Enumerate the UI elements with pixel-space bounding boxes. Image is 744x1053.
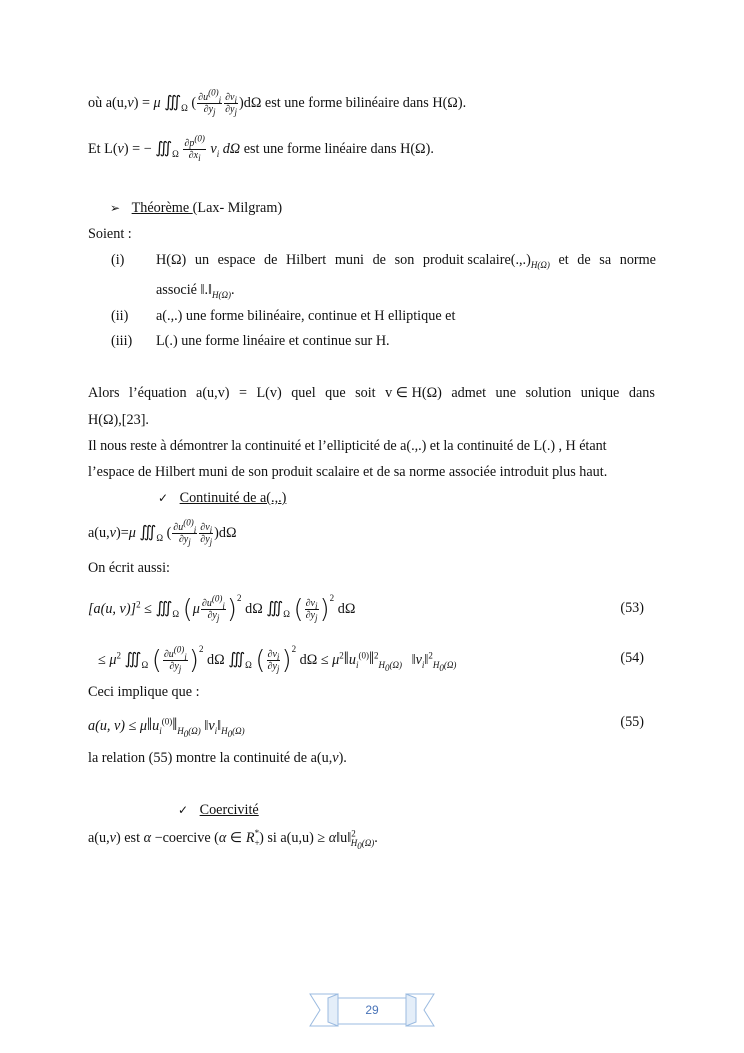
page-number-ribbon xyxy=(308,990,436,1030)
equation-53-number: (53) xyxy=(620,600,644,616)
list-item-ii-number: (ii) xyxy=(111,308,129,324)
linear-form-line: Et L(v) = − $∭_\Omega$ $\frac{\partial p^{(0)}}{\partial x_i}$ $v_i$ dΩ est une forme linéaire dans H(Ω). xyxy=(88,133,434,164)
fraction-du-dy: $\frac{\partial u^{(0)}_i}{\partial y_j}$ xyxy=(198,87,222,118)
theorem-heading: ➢ Théorème (Lax- Milgram) xyxy=(110,200,283,216)
equation-55-number: (55) xyxy=(620,714,644,730)
fraction-dv-dy: $\frac{\partial v_i}{\partial y_j}$ xyxy=(225,92,237,118)
arrow-bullet-icon: ➢ xyxy=(110,201,121,215)
list-item-iii-text: L(.) une forme linéaire et continue sur H. xyxy=(156,333,390,349)
coercivity-heading: ✓ Coercivité xyxy=(178,802,259,818)
equation-54-number: (54) xyxy=(620,650,644,666)
list-item-ii-text: a(.,.) une forme bilinéaire, continue et H elliptique et xyxy=(156,308,456,324)
a-definition-line: a(u,v)=μ $∭_\Omega$ ( $\frac{\partial u^{(0)}_i}{\partial y_j}$ $\frac{\partial v_i}{\partial y_j}$ )dΩ xyxy=(88,517,237,548)
soient-label: Soient : xyxy=(88,226,132,242)
equation-53: [a(u, $v)]^2 \le ∭_\Omega$ (μ $\frac{\partial u^{(0)}_i}{\partial y_j}$ )$^2$ dΩ $∭_\Omega$ ( $\frac{\partial v_i}{\partial y_j}$ )$^2$ dΩ xyxy=(88,593,356,625)
list-item-i-line1: H(Ω) un espace de Hilbert muni de son produit $scalaire(.,.)_{H(\Omega)}$ et de sa norme xyxy=(156,252,656,270)
page-number: 29 xyxy=(365,1003,379,1017)
reste-line2: l’espace de Hilbert muni de son produit scalaire et de sa norme associée introduit plus haut. xyxy=(88,464,608,480)
fraction-dp-dx: $\frac{\partial p^{(0)}}{\partial x_i}$ xyxy=(184,133,205,164)
relation-line: la relation (55) montre la continuité de a(u,v). xyxy=(88,750,347,766)
continuity-heading: ✓ Continuité de a(.,.) xyxy=(158,490,287,506)
on-ecrit-label: On écrit aussi: xyxy=(88,560,170,576)
list-item-i-number: (i) xyxy=(111,252,125,268)
list-item-i-line2: associé $‖.‖_{H(\Omega)}$. xyxy=(156,282,235,300)
equation-54: ≤ $\mu^2$ $∭_\Omega$ ( $\frac{\partial u^{(0)}_i}{\partial y_j}$ )$^2$ dΩ $∭_\Omega$ ( $\frac{\partial v_i}{\partial y_j}$ )$^2$ $d\Omega \le \mu^2‖u_i^{(0)}‖^2_{H_0(\Omega)}$ $‖v_i‖^2_{H_0(\Omega)}$ xyxy=(98,644,457,676)
check-icon: ✓ xyxy=(178,803,189,817)
coercive-definition-line: a(u,v) est α −coercive (α ∈ $R_+^*$) si a(u,u) ≥ α‖u‖$^2_{H_0(\Omega)}$. xyxy=(88,828,378,851)
bilinear-form-line: où a(u,v) = μ $∭_\Omega$ ( $\frac{\partial u^{(0)}_i}{\partial y_j}$ $\frac{\partial v_i}{\partial y_j}$ )dΩ est une forme bilinéaire dans H(Ω). xyxy=(88,87,467,118)
equation-55: a(u, $v) \le \mu‖u_i^{(0)}‖_{H_0(\Omega)}$ $‖v_i‖_{H_0(\Omega)}$ xyxy=(88,714,245,739)
alors-line2: H(Ω),[23]. xyxy=(88,412,149,428)
alors-line1: Alors l’équation a(u,v) = L(v) quel que soit v ∈ H(Ω) admet une solution unique dans xyxy=(88,385,655,401)
reste-line1: Il nous reste à démontrer la continuité et l’ellipticité de a(.,.) et la continuité de L(.) , H étant xyxy=(88,438,607,454)
list-item-iii-number: (iii) xyxy=(111,333,133,349)
check-icon: ✓ xyxy=(158,491,169,505)
ceci-implique-label: Ceci implique que : xyxy=(88,684,200,700)
